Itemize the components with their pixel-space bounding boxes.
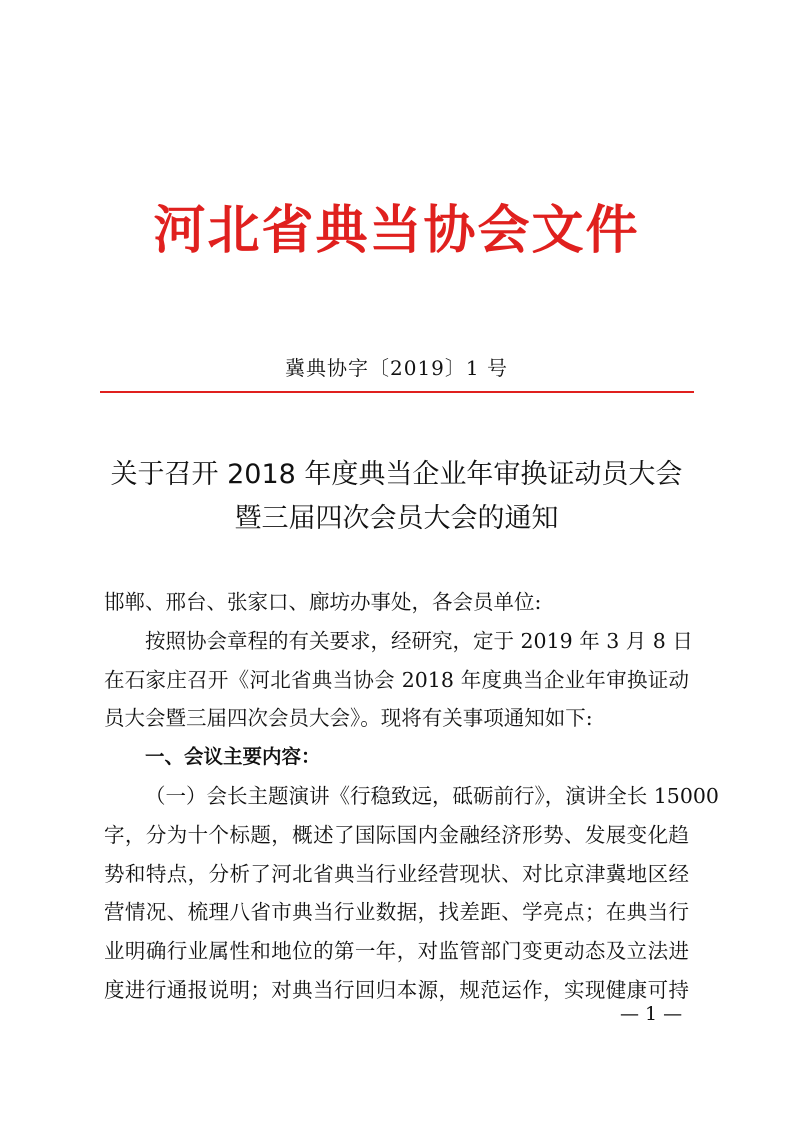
item-1-line-3: 势和特点，分析了河北省典当行业经营现状、对比京津冀地区经 xyxy=(104,861,689,886)
item-1-line-6: 度进行通报说明；对典当行回归本源，规范运作，实现健康可持 xyxy=(104,977,689,1002)
item-1-line-4: 营情况、梳理八省市典当行业数据，找差距、学亮点；在典当行 xyxy=(104,900,689,925)
item-1-line-1: （一）会长主题演讲《行稳致远，砥砺前行》，演讲全长 15000 xyxy=(145,783,719,808)
notice-title xyxy=(90,453,703,541)
salutation: 邯郸、邢台、张家口、廊坊办事处，各会员单位: xyxy=(104,590,542,614)
item-1-line-2: 字，分为十个标题，概述了国际国内金融经济形势、发展变化趋 xyxy=(104,822,689,847)
notice-title-line-1: 关于召开 2018 年度典当企业年审换证动员大会 xyxy=(110,459,683,490)
paragraph-1-line-1: 按照协会章程的有关要求，经研究，定于 2019 年 3 月 8 日 xyxy=(145,628,693,653)
document-number: 冀典协字〔2019〕1 号 xyxy=(285,356,508,380)
masthead-title: 河北省典当协会文件 xyxy=(153,201,640,261)
notice-title-line-2: 暨三届四次会员大会的通知 xyxy=(234,503,559,534)
paragraph-1-line-2: 在石家庄召开《河北省典当协会 2018 年度典当企业年审换证动 xyxy=(104,667,689,692)
red-divider-rule xyxy=(100,391,694,393)
document-body xyxy=(104,583,719,1010)
paragraph-1-line-3: 员大会暨三届四次会员大会》。现将有关事项通知如下: xyxy=(104,706,593,731)
section-1-heading: 一、会议主要内容： xyxy=(145,745,321,769)
page-number: — 1 — xyxy=(620,1003,683,1025)
item-1-line-5: 业明确行业属性和地位的第一年，对监管部门变更动态及立法进 xyxy=(104,939,689,964)
